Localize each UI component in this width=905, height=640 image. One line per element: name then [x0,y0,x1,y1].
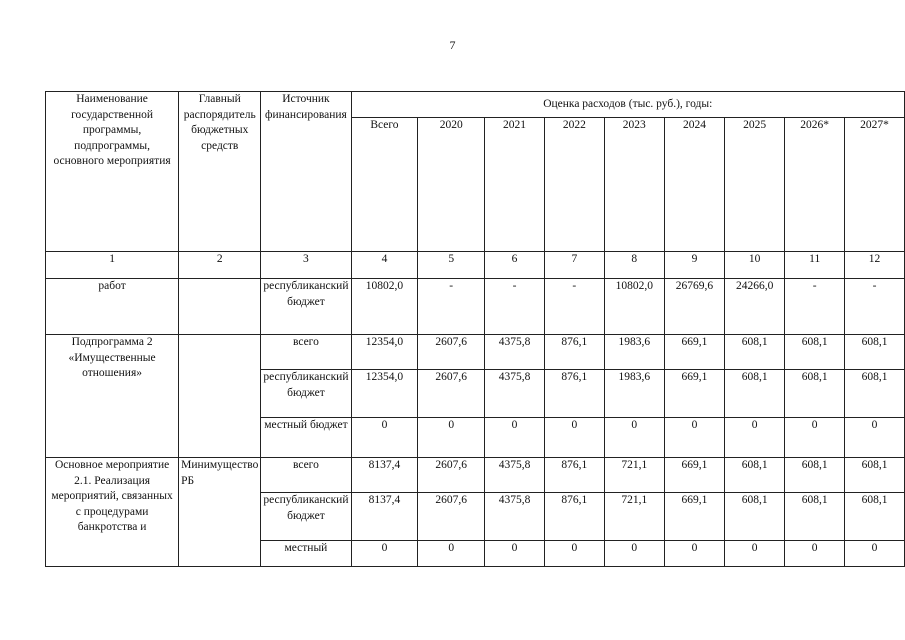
cell-value: 608,1 [845,370,905,418]
cell-value: 4375,8 [485,335,545,370]
row-budget-manager [179,279,261,335]
column-index-9: 9 [664,252,724,279]
cell-value: 608,1 [785,493,845,541]
cell-value: 0 [485,541,545,567]
cell-value: 2607,6 [418,458,485,493]
table-row [46,458,905,493]
cell-value: 0 [485,418,545,458]
cell-value: 4375,8 [485,458,545,493]
column-index-6: 6 [485,252,545,279]
column-index-8: 8 [604,252,664,279]
cell-value: 669,1 [664,458,724,493]
cell-value: 0 [845,541,905,567]
column-index-5: 5 [418,252,485,279]
column-index-7: 7 [544,252,604,279]
header-year-7: 2026* [785,118,845,252]
cell-value: - [485,279,545,335]
cell-value: 2607,6 [418,370,485,418]
header-year-2: 2021 [485,118,545,252]
header-year-0: Всего [351,118,418,252]
row-budget-manager [179,335,261,458]
page-number: 7 [449,38,456,52]
row-funding-source: республиканский бюджет [261,370,351,418]
header-program-name: Наименование государственной программы, подпрограммы, основного мероприятия [46,92,179,252]
column-index-10: 10 [725,252,785,279]
column-index-2: 2 [179,252,261,279]
cell-value: 0 [785,418,845,458]
header-budget-manager: Главный распорядитель бюджетных средств [179,92,261,252]
header-year-6: 2025 [725,118,785,252]
cell-value: 608,1 [725,458,785,493]
row-funding-source: всего [261,335,351,370]
cell-value: 12354,0 [351,335,418,370]
row-funding-source: республиканский бюджет [261,279,351,335]
cell-value: 721,1 [604,458,664,493]
cell-value: 12354,0 [351,370,418,418]
row-funding-source: местный [261,541,351,567]
cell-value: 2607,6 [418,335,485,370]
cell-value: 0 [664,418,724,458]
table-row [46,279,905,335]
cell-value: 0 [845,418,905,458]
header-expenses-title: Оценка расходов (тыс. руб.), годы: [351,92,905,118]
cell-value: 8137,4 [351,458,418,493]
header-year-8: 2027* [845,118,905,252]
cell-value: 608,1 [725,370,785,418]
cell-value: 608,1 [845,458,905,493]
column-index-11: 11 [785,252,845,279]
cell-value: 10802,0 [604,279,664,335]
row-funding-source: республиканский бюджет [261,493,351,541]
cell-value: 608,1 [785,370,845,418]
cell-value: - [418,279,485,335]
cell-value: - [845,279,905,335]
table-body [46,92,905,567]
cell-value: 1983,6 [604,370,664,418]
cell-value: 608,1 [785,458,845,493]
row-funding-source: всего [261,458,351,493]
cell-value: 10802,0 [351,279,418,335]
table-row [46,335,905,370]
cell-value: 876,1 [544,493,604,541]
cell-value: 4375,8 [485,370,545,418]
column-index-12: 12 [845,252,905,279]
cell-value: 26769,6 [664,279,724,335]
cell-value: 669,1 [664,335,724,370]
cell-value: 0 [544,418,604,458]
cell-value: 0 [664,541,724,567]
cell-value: 608,1 [725,335,785,370]
cell-value: 608,1 [845,493,905,541]
column-index-row [46,252,905,279]
cell-value: 669,1 [664,493,724,541]
cell-value: 4375,8 [485,493,545,541]
cell-value: 0 [418,418,485,458]
cell-value: 0 [785,541,845,567]
budget-table [45,91,905,567]
cell-value: 876,1 [544,335,604,370]
cell-value: 876,1 [544,458,604,493]
cell-value: - [544,279,604,335]
cell-value: 24266,0 [725,279,785,335]
cell-value: 0 [604,418,664,458]
header-funding-source: Источник финансирования [261,92,351,252]
cell-value: 0 [725,541,785,567]
cell-value: 608,1 [785,335,845,370]
cell-value: 608,1 [845,335,905,370]
row-name: Подпрограмма 2 «Имущественные отношения» [46,335,179,458]
row-budget-manager: Минимущество РБ [179,458,261,567]
row-name: работ [46,279,179,335]
header-year-4: 2023 [604,118,664,252]
cell-value: 2607,6 [418,493,485,541]
cell-value: 0 [544,541,604,567]
row-name: Основное мероприятие 2.1. Реализация мероприятий, связанных с процедурами банкротства и [46,458,179,567]
cell-value: 0 [351,541,418,567]
cell-value: 8137,4 [351,493,418,541]
header-year-3: 2022 [544,118,604,252]
column-index-3: 3 [261,252,351,279]
cell-value: 608,1 [725,493,785,541]
cell-value: 669,1 [664,370,724,418]
cell-value: 0 [604,541,664,567]
cell-value: 876,1 [544,370,604,418]
cell-value: 1983,6 [604,335,664,370]
cell-value: 721,1 [604,493,664,541]
column-index-1: 1 [46,252,179,279]
cell-value: 0 [351,418,418,458]
cell-value: 0 [725,418,785,458]
header-year-5: 2024 [664,118,724,252]
cell-value: 0 [418,541,485,567]
column-index-4: 4 [351,252,418,279]
header-year-1: 2020 [418,118,485,252]
row-funding-source: местный бюджет [261,418,351,458]
cell-value: - [785,279,845,335]
